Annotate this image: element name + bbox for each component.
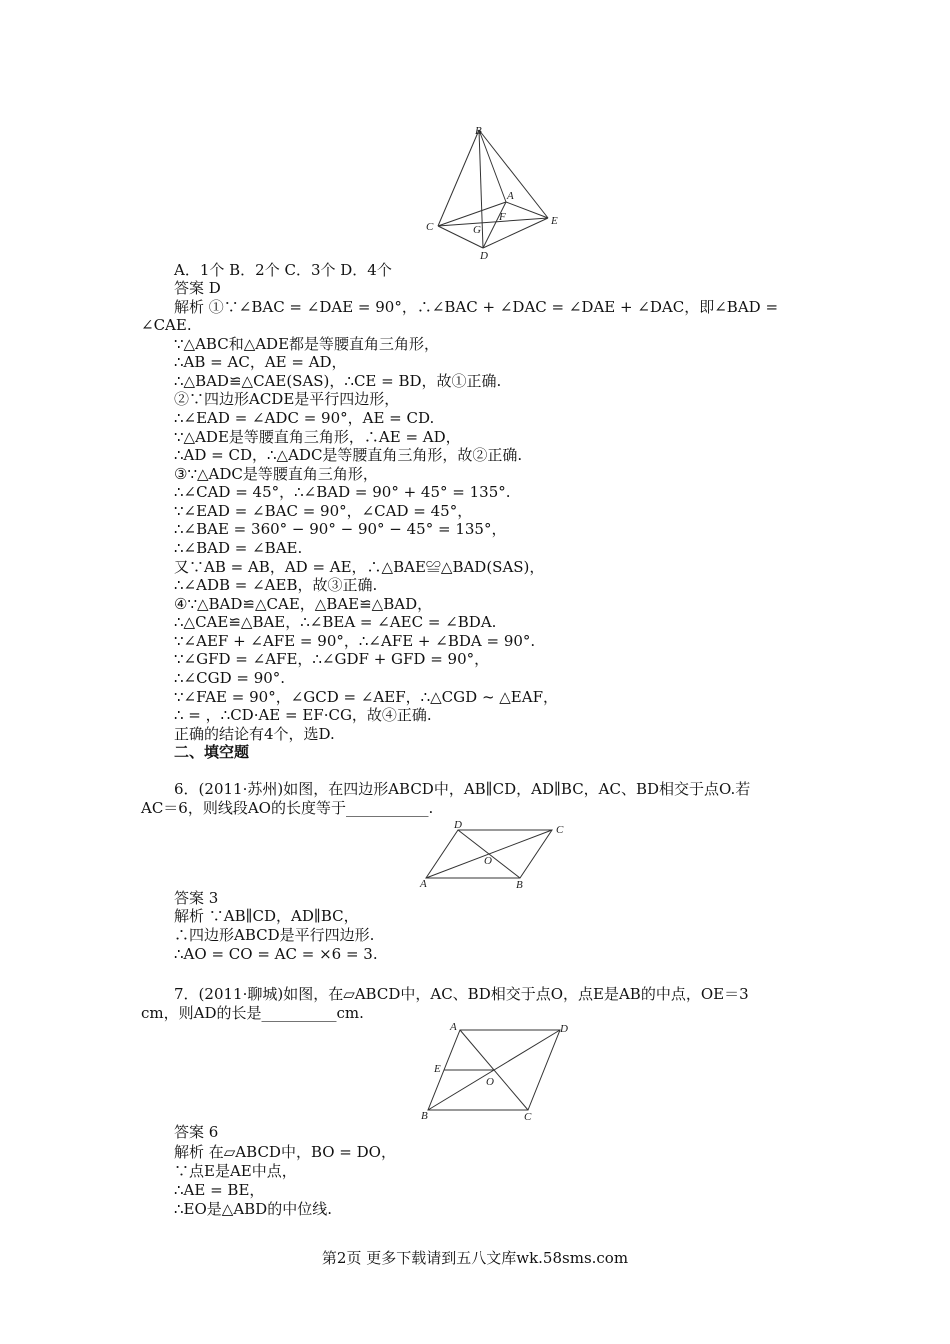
analysis-line: ∵∠AEF + ∠AFE = 90°，∴∠AFE + ∠BDA = 90°. bbox=[174, 632, 536, 650]
fig1-label-b: B bbox=[475, 125, 482, 137]
q7-answer: 答案 6 bbox=[174, 1123, 219, 1141]
analysis-line: ∠CAE. bbox=[141, 316, 192, 334]
analysis-line: ∴ = ，∴CD·AE = EF·CG，故④正确. bbox=[174, 706, 432, 724]
q6-label-a: A bbox=[420, 878, 427, 890]
q6-label-c: C bbox=[556, 824, 564, 836]
analysis-line: ∴AB = AC，AE = AD， bbox=[174, 353, 347, 371]
q6-label-o: O bbox=[484, 855, 492, 867]
analysis-line: ∵∠EAD = ∠BAC = 90°，∠CAD = 45°， bbox=[174, 502, 473, 520]
analysis-line: 正确的结论有4个，选D. bbox=[174, 725, 335, 743]
analysis-line: ∴∠CGD = 90°. bbox=[174, 669, 286, 687]
q7-label-o: O bbox=[486, 1076, 494, 1088]
fig1-label-a: A bbox=[507, 190, 514, 202]
figure-q6-parallelogram bbox=[418, 818, 574, 890]
q6-label-b: B bbox=[516, 879, 523, 890]
analysis-line: ∴∠CAD = 45°，∴∠BAD = 90° + 45° = 135°. bbox=[174, 483, 511, 501]
analysis-line: ∴∠BAD = ∠BAE. bbox=[174, 539, 303, 557]
fig1-label-d: D bbox=[480, 250, 488, 262]
figure-1-diagram bbox=[418, 120, 568, 262]
q6-analysis-line: 解析 ∵AB∥CD，AD∥BC， bbox=[174, 907, 359, 925]
analysis-line: ∵∠FAE = 90°，∠GCD = ∠AEF，∴△CGD ~ △EAF， bbox=[174, 688, 559, 706]
q7-label-e: E bbox=[434, 1063, 441, 1075]
analysis-line: ∴△BAD≌△CAE(SAS)，∴CE = BD，故①正确. bbox=[174, 372, 502, 390]
fig1-label-f: F bbox=[499, 211, 506, 223]
page-footer: 第2页 更多下载请到五八文库wk.58sms.com bbox=[321, 1249, 629, 1267]
analysis-line: ∴∠ADB = ∠AEB，故③正确. bbox=[174, 576, 378, 594]
q6-analysis-line: ∴四边形ABCD是平行四边形. bbox=[174, 926, 375, 944]
analysis-line: ④∵△BAD≌△CAE，△BAE≌△BAD， bbox=[174, 595, 433, 613]
q6-analysis-line: ∴AO = CO = AC = ×6 = 3. bbox=[174, 945, 378, 963]
analysis-line: ∴∠EAD = ∠ADC = 90°，AE = CD. bbox=[174, 409, 435, 427]
q6-stem-line-2: AC＝6，则线段AO的长度等于___________. bbox=[141, 799, 434, 817]
q7-analysis-line: ∵点E是AE中点， bbox=[174, 1162, 297, 1180]
analysis-line: 解析 ①∵∠BAC = ∠DAE = 90°，∴∠BAC + ∠DAC = ∠DAE + ∠DAC，即∠BAD = bbox=[174, 298, 779, 316]
fig1-label-g: G bbox=[473, 224, 481, 236]
analysis-line: ∵△ABC和△ADE都是等腰直角三角形， bbox=[174, 335, 440, 353]
analysis-line: ②∵四边形ACDE是平行四边形， bbox=[174, 390, 400, 408]
q7-analysis-line: ∴AE = BE， bbox=[174, 1181, 265, 1199]
analysis-line: ∴AD = CD，∴△ADC是等腰直角三角形，故②正确. bbox=[174, 446, 523, 464]
q7-stem-line-1: 7．(2011·聊城)如图，在▱ABCD中，AC、BD相交于点O，点E是AB的中点，OE＝3 bbox=[174, 985, 749, 1003]
analysis-line: ∴△CAE≌△BAE，∴∠BEA = ∠AEC = ∠BDA. bbox=[174, 613, 497, 631]
analysis-line: ∵∠GFD = ∠AFE，∴∠GDF + GFD = 90°， bbox=[174, 650, 490, 668]
q7-stem-line-2: cm，则AD的长是__________cm. bbox=[141, 1004, 364, 1022]
analysis-line: ∴∠BAE = 360° − 90° − 90° − 45° = 135°， bbox=[174, 520, 507, 538]
options-line: A．1个 B．2个 C．3个 D．4个 bbox=[174, 261, 392, 279]
analysis-line: ∵△ADE是等腰直角三角形，∴AE = AD， bbox=[174, 428, 461, 446]
q6-answer: 答案 3 bbox=[174, 889, 219, 907]
q7-label-b: B bbox=[421, 1110, 428, 1122]
q7-label-a: A bbox=[450, 1021, 457, 1033]
q7-label-d: D bbox=[560, 1023, 568, 1035]
analysis-line: ③∵△ADC是等腰直角三角形， bbox=[174, 465, 378, 483]
section-heading: 二、填空题 bbox=[174, 743, 250, 761]
q6-stem-line-1: 6．(2011·苏州)如图，在四边形ABCD中，AB∥CD，AD∥BC，AC、BD相交于点O.若 bbox=[174, 780, 751, 798]
analysis-line: 又∵AB = AB，AD = AE，∴△BAE≌△BAD(SAS)， bbox=[174, 558, 545, 576]
answer-line: 答案 D bbox=[174, 279, 221, 297]
q7-label-c: C bbox=[524, 1111, 532, 1122]
figure-q7-parallelogram bbox=[418, 1020, 576, 1122]
fig1-label-e: E bbox=[551, 215, 558, 227]
q7-analysis-line: ∴EO是△ABD的中位线. bbox=[174, 1200, 332, 1218]
fig1-label-c: C bbox=[426, 221, 434, 233]
q7-analysis-line: 解析 在▱ABCD中，BO = DO， bbox=[174, 1143, 396, 1161]
q6-label-d: D bbox=[454, 819, 462, 831]
